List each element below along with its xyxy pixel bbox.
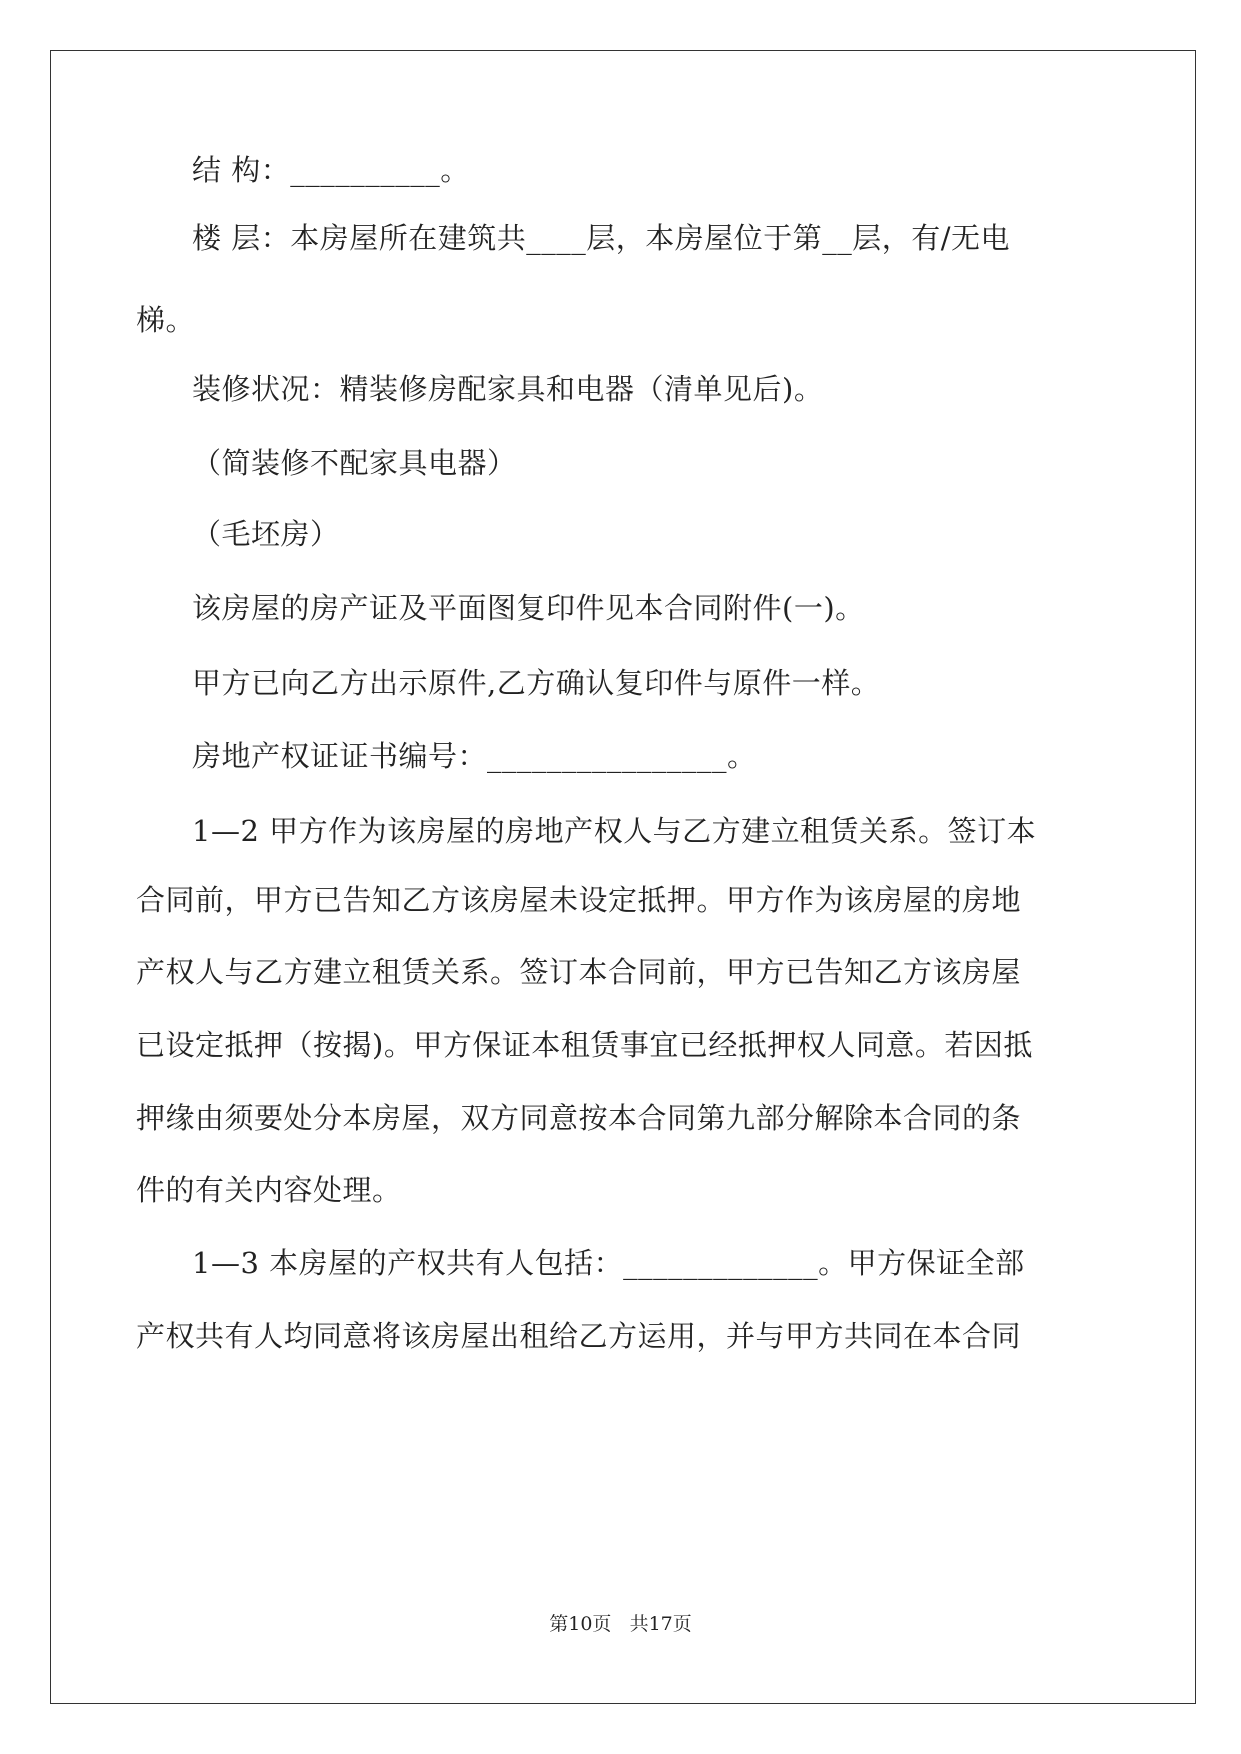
text-line: 结 构：__________。 (192, 153, 470, 187)
text-line: 楼 层：本房屋所在建筑共____层，本房屋位于第__层，有/无电 (192, 221, 1010, 255)
text-line: 已设定抵押（按揭)。甲方保证本租赁事宜已经抵押权人同意。若因抵 (136, 1028, 1033, 1062)
page-footer (0, 1612, 1241, 1636)
text-line: 梯。 (136, 303, 196, 337)
text-line: 1—3 本房屋的产权共有人包括：_____________。甲方保证全部 (192, 1246, 1025, 1280)
text-line: 产权人与乙方建立租赁关系。签订本合同前，甲方已告知乙方该房屋 (136, 955, 1022, 989)
text-line: （毛坯房） (192, 517, 340, 551)
page-number: 第10页 (549, 1613, 612, 1635)
text-line: 房地产权证证书编号：________________。 (192, 739, 757, 773)
text-line: 甲方已向乙方出示原件,乙方确认复印件与原件一样。 (192, 666, 881, 700)
page-border (50, 50, 1196, 1704)
text-line: 装修状况：精装修房配家具和电器（清单见后)。 (192, 372, 824, 406)
text-line: 押缘由须要处分本房屋，双方同意按本合同第九部分解除本合同的条 (136, 1101, 1022, 1135)
text-line: 合同前，甲方已告知乙方该房屋未设定抵押。甲方作为该房屋的房地 (136, 883, 1022, 917)
text-line: （简装修不配家具电器） (192, 446, 517, 480)
text-line: 产权共有人均同意将该房屋出租给乙方运用，并与甲方共同在本合同 (136, 1319, 1022, 1353)
text-line: 1—2 甲方作为该房屋的房地产权人与乙方建立租赁关系。签订本 (192, 814, 1037, 848)
text-line: 件的有关内容处理。 (136, 1173, 402, 1207)
total-pages: 共17页 (629, 1613, 692, 1635)
text-line: 该房屋的房产证及平面图复印件见本合同附件(一)。 (192, 591, 865, 625)
